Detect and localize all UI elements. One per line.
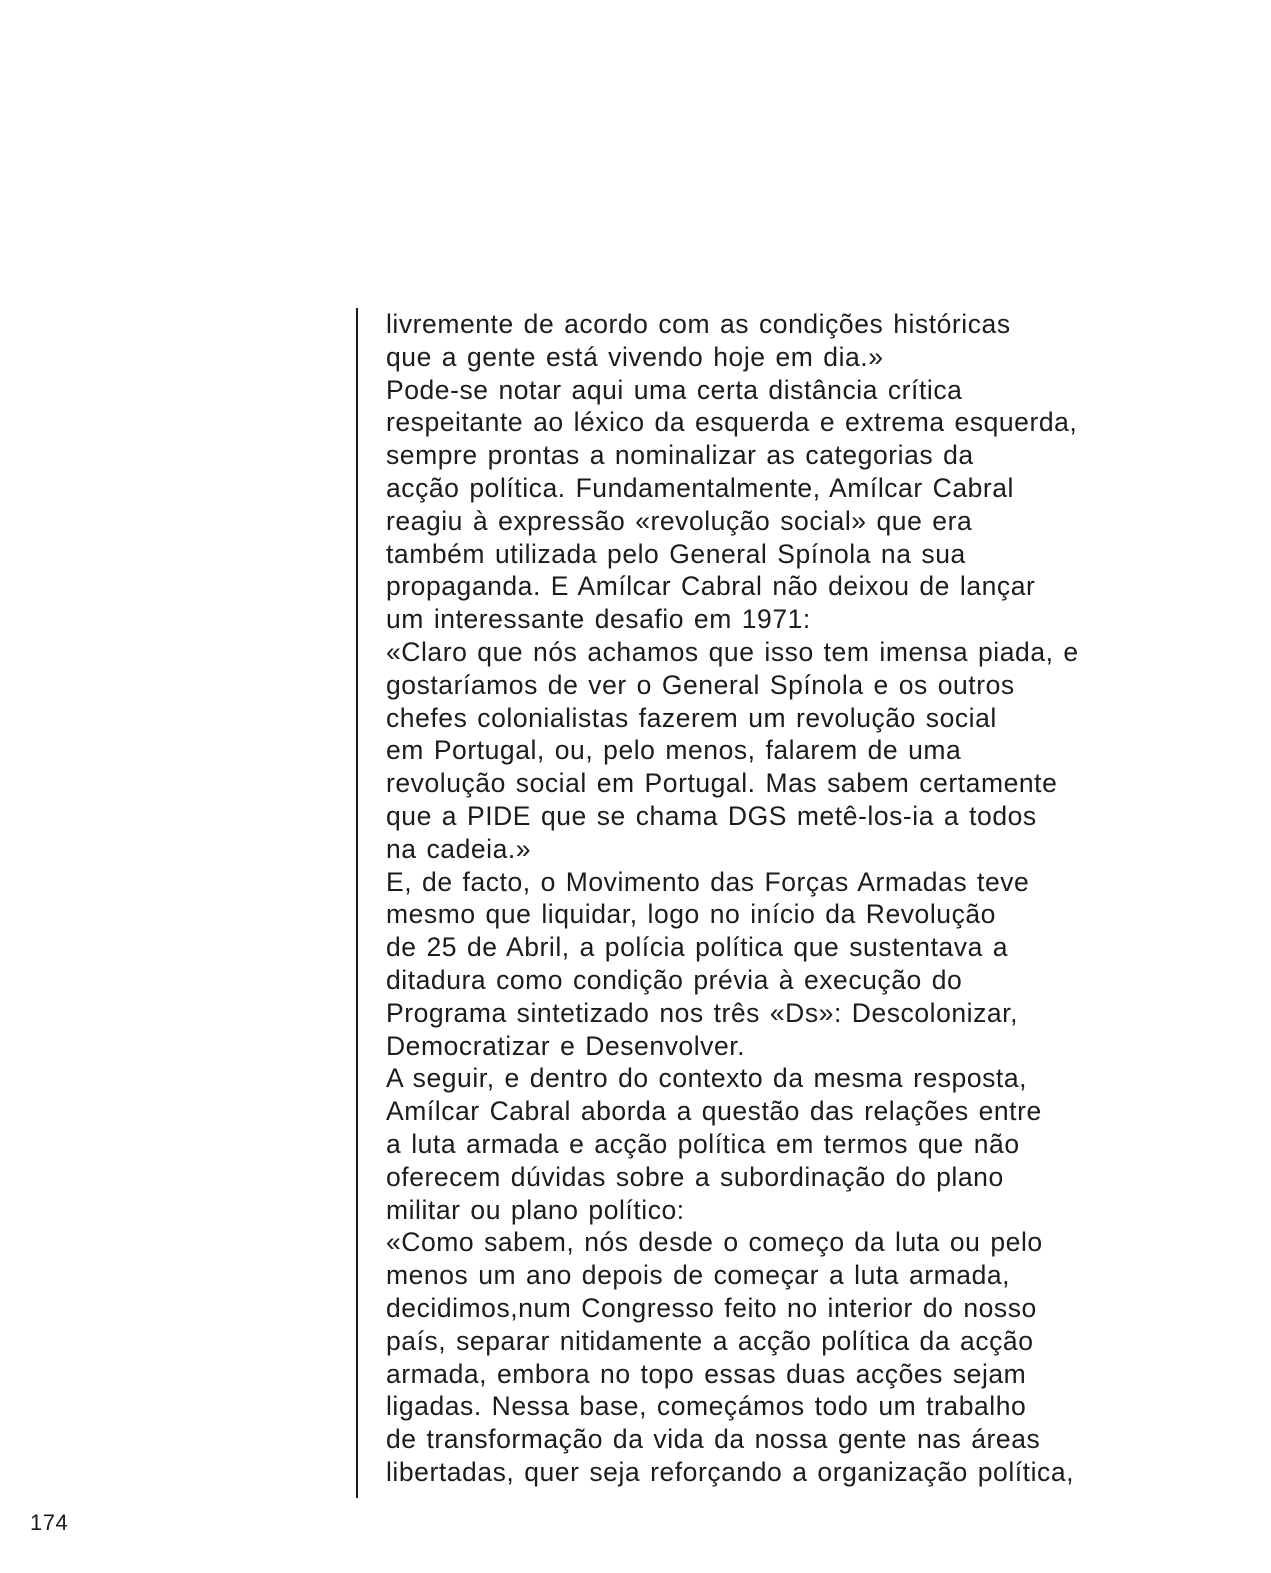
text-line: reagiu à expressão «revolução social» que era bbox=[386, 505, 973, 536]
text-line: libertadas, quer seja reforçando a organização política, bbox=[386, 1456, 1075, 1487]
text-line: Democratizar e Desenvolver. bbox=[386, 1030, 746, 1061]
text-line: sempre prontas a nominalizar as categorias da bbox=[386, 440, 974, 471]
text-line: a luta armada e acção política em termos que não bbox=[386, 1128, 1020, 1159]
text-line: militar ou plano político: bbox=[386, 1194, 685, 1225]
text-line: mesmo que liquidar, logo no início da Revolução bbox=[386, 899, 996, 930]
text-line: propaganda. E Amílcar Cabral não deixou de lançar bbox=[386, 571, 1036, 602]
text-line: Programa sintetizado nos três «Ds»: Descolonizar, bbox=[386, 997, 1019, 1028]
text-line: de transformação da vida da nossa gente nas áreas bbox=[386, 1424, 1041, 1455]
text-line: respeitante ao léxico da esquerda e extrema esquerda, bbox=[386, 407, 1078, 438]
text-line: «Claro que nós achamos que isso tem imensa piada, e bbox=[386, 636, 1079, 667]
text-line: «Como sabem, nós desde o começo da luta ou pelo bbox=[386, 1227, 1043, 1258]
text-line: Amílcar Cabral aborda a questão das relações entre bbox=[386, 1096, 1042, 1127]
text-line: acção política. Fundamentalmente, Amílcar Cabral bbox=[386, 472, 1014, 503]
text-line: de 25 de Abril, a polícia política que sustentava a bbox=[386, 932, 1009, 963]
margin-rule bbox=[356, 308, 358, 1498]
text-line: na cadeia.» bbox=[386, 833, 532, 864]
text-line: menos um ano depois de começar a luta armada, bbox=[386, 1260, 1011, 1291]
text-line: Pode-se notar aqui uma certa distância crítica bbox=[386, 374, 963, 405]
text-line: que a gente está vivendo hoje em dia.» bbox=[386, 341, 884, 372]
text-line: gostaríamos de ver o General Spínola e os outros bbox=[386, 669, 1015, 700]
text-line: que a PIDE que se chama DGS metê-los-ia a todos bbox=[386, 800, 1037, 831]
text-line: E, de facto, o Movimento das Forças Armadas teve bbox=[386, 866, 1030, 897]
text-line: armada, embora no topo essas duas acções sejam bbox=[386, 1358, 1027, 1389]
text-line: também utilizada pelo General Spínola na sua bbox=[386, 538, 966, 569]
text-line: um interessante desafio em 1971: bbox=[386, 604, 811, 635]
body-text-block bbox=[356, 308, 1236, 1498]
text-line: A seguir, e dentro do contexto da mesma resposta, bbox=[386, 1063, 1028, 1094]
page-number: 174 bbox=[30, 1510, 69, 1535]
text-line: em Portugal, ou, pelo menos, falarem de uma bbox=[386, 735, 962, 766]
text-line: decidimos,num Congresso feito no interior do nosso bbox=[386, 1292, 1037, 1323]
text-line: país, separar nitidamente a acção política da acção bbox=[386, 1325, 1034, 1356]
text-line: revolução social em Portugal. Mas sabem certamente bbox=[386, 768, 1058, 799]
text-line: ligadas. Nessa base, começámos todo um trabalho bbox=[386, 1391, 1027, 1422]
text-line: ditadura como condição prévia à execução do bbox=[386, 964, 963, 995]
body-text bbox=[386, 308, 1236, 1489]
text-line: livremente de acordo com as condições históricas bbox=[386, 309, 1011, 339]
text-line: oferecem dúvidas sobre a subordinação do plano bbox=[386, 1161, 1004, 1192]
text-line: chefes colonialistas fazerem um revolução social bbox=[386, 702, 997, 733]
